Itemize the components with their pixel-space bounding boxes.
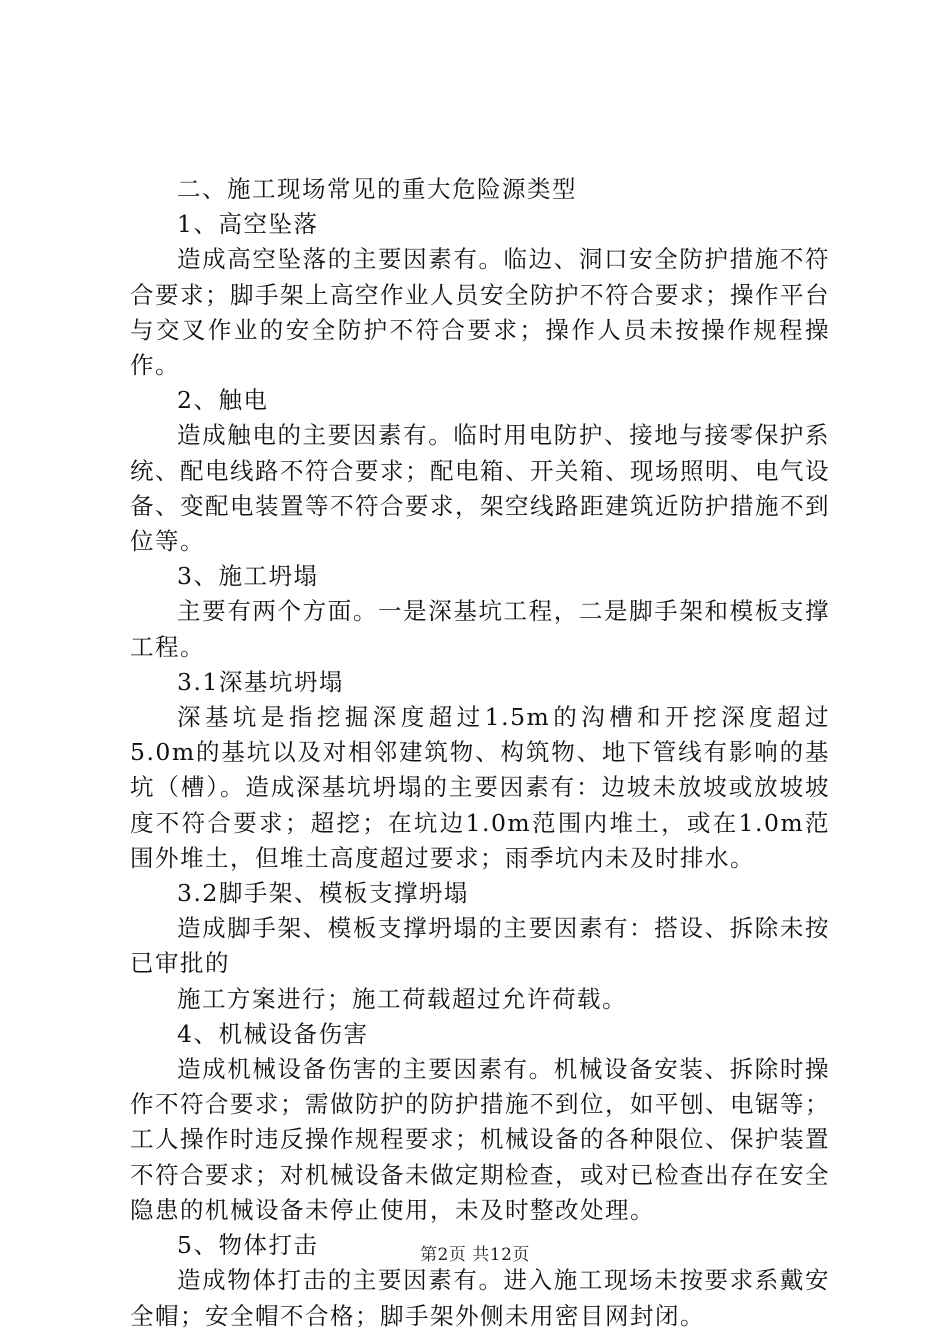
paragraph-scaffold-collapse-2: 施工方案进行；施工荷载超过允许荷载。 <box>177 984 627 1013</box>
heading-collapse: 3、施工坍塌 <box>177 562 319 591</box>
paragraph-electric-shock: 造成触电的主要因素有。临时用电防护、接地与接零保护系统、配电线路不符合要求；配电箱、开关箱、现场照明、电气设备、变配电装置等不符合要求，架空线路距建筑近防护措施不到位等。 <box>130 421 830 556</box>
paragraph-object-strike: 造成物体打击的主要因素有。进入施工现场未按要求系戴安全帽；安全帽不合格；脚手架外侧未用密目网封闭。 <box>130 1266 830 1330</box>
paragraph-falling: 造成高空坠落的主要因素有。临边、洞口安全防护措施不符合要求；脚手架上高空作业人员安全防护不符合要求；操作平台与交叉作业的安全防护不符合要求；操作人员未按操作规程操作。 <box>130 245 830 380</box>
heading-deep-pit-collapse: 3.1深基坑坍塌 <box>177 667 344 696</box>
heading-machinery-injury: 4、机械设备伤害 <box>177 1019 369 1048</box>
heading-electric-shock: 2、触电 <box>177 386 269 415</box>
paragraph-scaffold-collapse-1: 造成脚手架、模板支撑坍塌的主要因素有：搭设、拆除未按已审批的 <box>130 914 830 978</box>
paragraph-collapse: 主要有两个方面。一是深基坑工程，二是脚手架和模板支撑工程。 <box>130 597 830 661</box>
page-number-footer: 第2页 共12页 <box>420 1245 530 1265</box>
heading-scaffold-collapse: 3.2脚手架、模板支撑坍塌 <box>177 879 469 908</box>
paragraph-deep-pit-collapse: 深基坑是指挖掘深度超过1.5m的沟槽和开挖深度超过5.0m的基坑以及对相邻建筑物、构筑物、地下管线有影响的基坑（槽）。造成深基坑坍塌的主要因素有：边坡未放坡或放坡坡度不符合要求；超挖；在坑边1.0m范围内堆土，或在1.0m范围外堆土，但堆土高度超过要求；雨季坑内未及时排水。 <box>130 703 830 872</box>
paragraph-machinery-injury: 造成机械设备伤害的主要因素有。机械设备安装、拆除时操作不符合要求；需做防护的防护措施不到位，如平刨、电锯等；工人操作时违反操作规程要求；机械设备的各种限位、保护装置不符合要求；对机械设备未做定期检查，或对已检查出存在安全隐患的机械设备未停止使用，未及时整改处理。 <box>130 1055 830 1224</box>
heading-object-strike: 5、物体打击 <box>177 1231 319 1260</box>
heading-falling: 1、高空坠落 <box>177 210 319 239</box>
section-title: 二、施工现场常见的重大危险源类型 <box>177 175 577 203</box>
document-body <box>130 172 830 1334</box>
